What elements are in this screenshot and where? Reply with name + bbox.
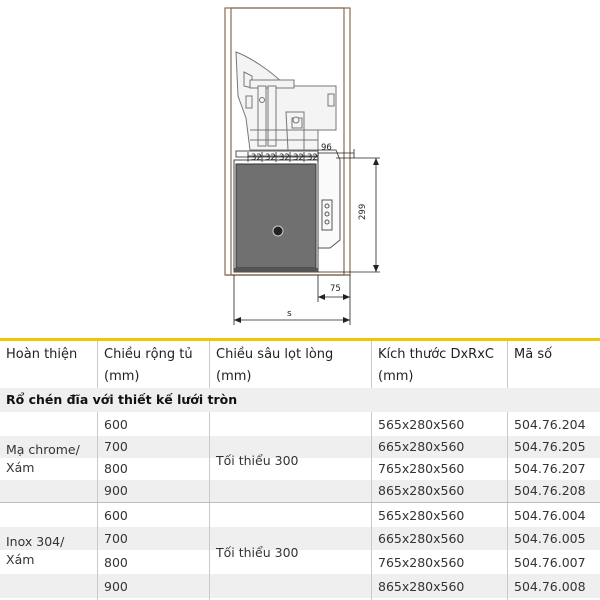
size-value: 665x280x560 — [378, 439, 465, 454]
dimension-s — [234, 275, 350, 325]
header-depth: Chiều sâu lọt lòng — [216, 347, 334, 362]
header-size: Kích thước DxRxC — [378, 347, 494, 362]
code-value: 504.76.007 — [514, 555, 586, 570]
code-value: 504.76.205 — [514, 439, 586, 454]
dim-label-32: 32 — [307, 153, 318, 163]
code-value: 504.76.008 — [514, 579, 586, 594]
finish-label: Inox 304/ — [6, 534, 65, 549]
table-row-stripe — [0, 436, 600, 458]
finish-label: Mạ chrome/ — [6, 442, 80, 457]
header-width-unit: (mm) — [104, 369, 140, 384]
header-depth-unit: (mm) — [216, 369, 252, 384]
width-value: 900 — [104, 579, 128, 594]
table-row-stripe — [0, 527, 600, 550]
finish-label: Xám — [6, 552, 35, 567]
dim-label-32: 32 — [293, 153, 304, 163]
section-title: Rổ chén đĩa với thiết kế lưới tròn — [6, 392, 238, 407]
code-value: 504.76.207 — [514, 461, 586, 476]
header-width: Chiều rộng tủ — [104, 347, 193, 362]
size-value: 765x280x560 — [378, 555, 465, 570]
size-value: 865x280x560 — [378, 579, 465, 594]
dim-label-75: 75 — [330, 284, 341, 294]
basket-knob — [273, 226, 283, 236]
size-value: 565x280x560 — [378, 417, 465, 432]
dim-label-32: 32 — [265, 153, 276, 163]
width-value: 600 — [104, 417, 128, 432]
dim-label-299: 299 — [358, 203, 368, 220]
width-value: 700 — [104, 531, 128, 546]
dim-label-32: 32 — [279, 153, 290, 163]
width-value: 800 — [104, 461, 128, 476]
width-value: 700 — [104, 439, 128, 454]
size-value: 865x280x560 — [378, 483, 465, 498]
lift-mechanism — [236, 52, 336, 150]
code-value: 504.76.004 — [514, 508, 586, 523]
finish-label: Xám — [6, 460, 35, 475]
table-row-stripe — [0, 574, 600, 598]
table-top-rule — [0, 338, 600, 341]
size-value: 565x280x560 — [378, 508, 465, 523]
spec-table — [0, 338, 600, 600]
dim-label-32: 32 — [251, 153, 262, 163]
header-size-unit: (mm) — [378, 369, 414, 384]
table-row-stripe — [0, 480, 600, 502]
dim-label-96: 96 — [321, 143, 332, 153]
width-value: 900 — [104, 483, 128, 498]
header-code: Mã số — [514, 347, 553, 362]
dim-label-s: s — [287, 309, 292, 319]
code-value: 504.76.204 — [514, 417, 586, 432]
size-value: 665x280x560 — [378, 531, 465, 546]
width-value: 800 — [104, 555, 128, 570]
code-value: 504.76.208 — [514, 483, 586, 498]
depth-value: Tối thiểu 300 — [216, 545, 299, 560]
basket-box — [234, 160, 318, 272]
width-value: 600 — [104, 508, 128, 523]
depth-value: Tối thiểu 300 — [216, 453, 299, 468]
code-value: 504.76.005 — [514, 531, 586, 546]
header-finish: Hoàn thiện — [6, 347, 78, 362]
size-value: 765x280x560 — [378, 461, 465, 476]
